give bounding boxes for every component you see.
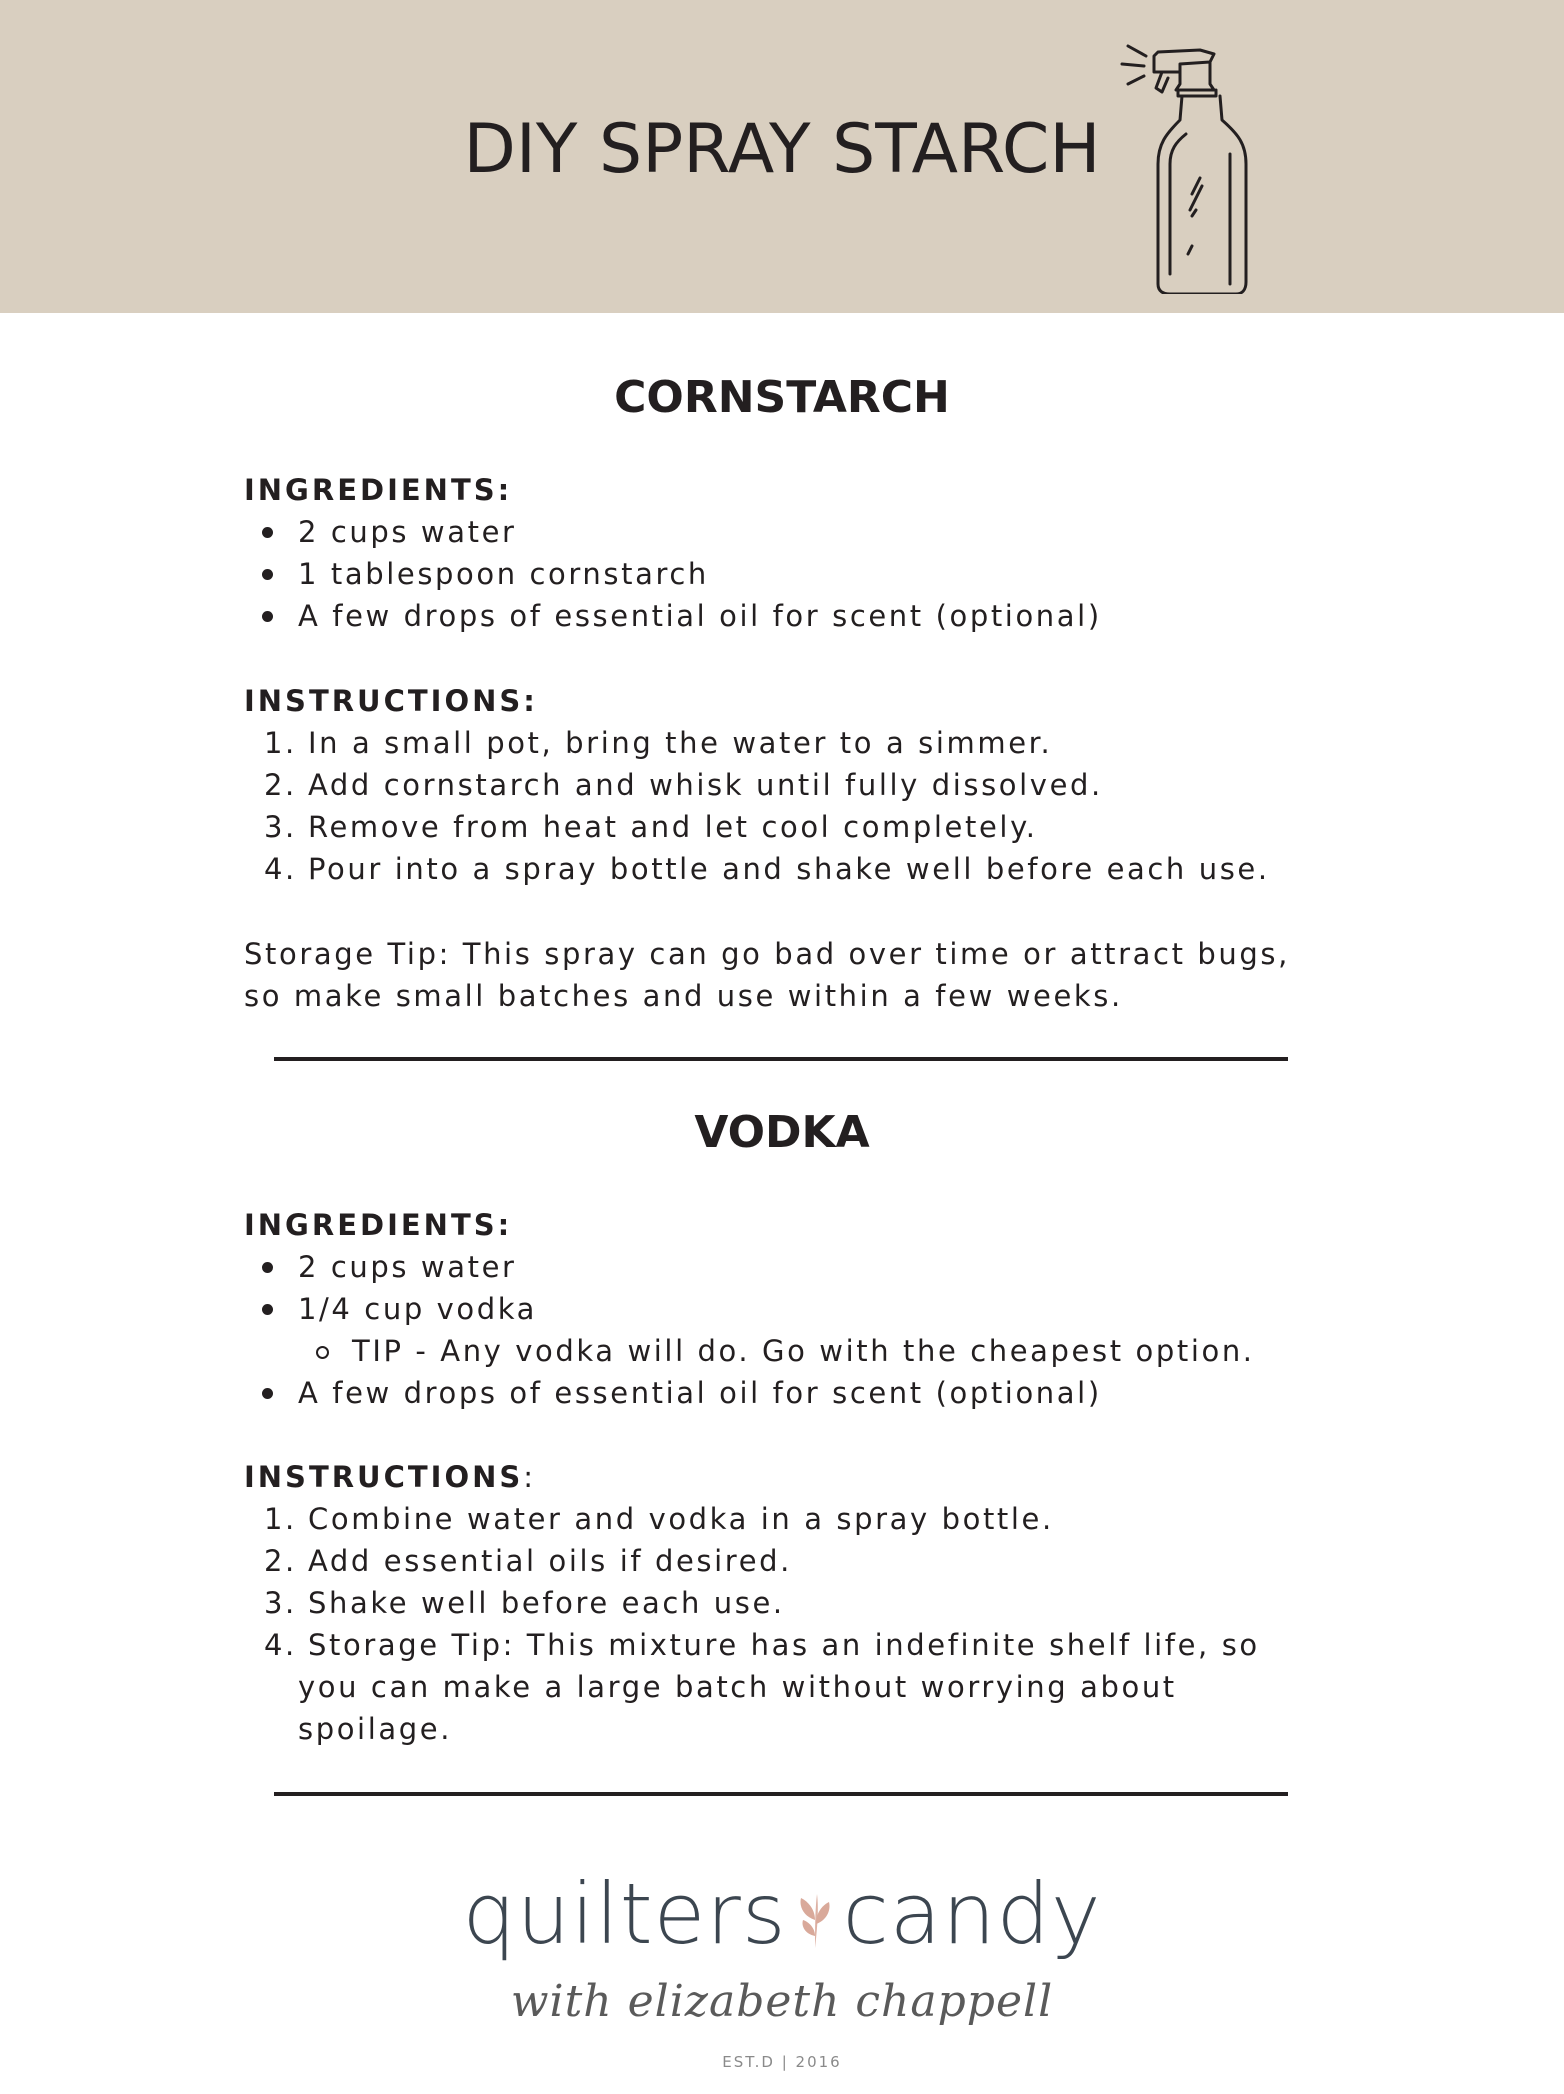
- vodka-ingredients-label: INGREDIENTS:: [244, 1208, 513, 1242]
- list-item: 2 cups water: [244, 1246, 1255, 1288]
- bullet-icon: [262, 569, 273, 580]
- bullet-icon: [262, 527, 273, 538]
- divider: [274, 1792, 1288, 1796]
- list-item: A few drops of essential oil for scent (optional): [244, 595, 1102, 637]
- list-item: TIP - Any vodka will do. Go with the cheapest option.: [244, 1330, 1255, 1372]
- brand-tagline: with elizabeth chappell: [510, 1976, 1054, 2027]
- vodka-instructions-list: [244, 1498, 1260, 1750]
- cornstarch-storage-tip: Storage Tip: This spray can go bad over time or attract bugs, so make small batches and use within a few weeks.: [244, 937, 1290, 1013]
- brand-established: EST.D | 2016: [722, 2053, 842, 2071]
- cornstarch-ingredients-list: [244, 511, 1102, 637]
- list-item: 1. Combine water and vodka in a spray bottle.: [264, 1502, 1054, 1536]
- list-item: 1 tablespoon cornstarch: [244, 553, 1102, 595]
- list-item: A few drops of essential oil for scent (optional): [244, 1372, 1255, 1414]
- list-item: 3. Shake well before each use.: [264, 1586, 785, 1620]
- list-item: 4. Pour into a spray bottle and shake well before each use.: [264, 852, 1270, 886]
- cornstarch-title: CORNSTARCH: [614, 372, 950, 423]
- spray-bottle-icon: [1118, 34, 1278, 294]
- divider: [274, 1057, 1288, 1061]
- list-item: 3. Remove from heat and let cool completely.: [264, 810, 1038, 844]
- list-item: 2 cups water: [244, 511, 1102, 553]
- brand-logo: quilters candy: [462, 1865, 1102, 1963]
- header-banner: [0, 0, 1564, 313]
- list-item: 1/4 cup vodka: [244, 1288, 1255, 1330]
- bullet-icon: [262, 1388, 273, 1399]
- list-item: 4. Storage Tip: This mixture has an indefinite shelf life, so you can make a large batch without worrying about spoilage.: [264, 1628, 1260, 1746]
- cornstarch-instructions-list: [244, 722, 1270, 890]
- bullet-icon: [262, 1304, 273, 1315]
- page-title: DIY SPRAY STARCH: [463, 110, 1101, 189]
- list-item: 2. Add cornstarch and whisk until fully dissolved.: [264, 768, 1103, 802]
- cornstarch-instructions-label: INSTRUCTIONS:: [244, 684, 538, 718]
- leaf-icon: [795, 1890, 835, 1950]
- bullet-icon: [262, 611, 273, 622]
- cornstarch-ingredients-label: INGREDIENTS:: [244, 473, 513, 507]
- list-item: 1. In a small pot, bring the water to a simmer.: [264, 726, 1053, 760]
- bullet-icon: [262, 1262, 273, 1273]
- vodka-instructions-label: INSTRUCTIONS:: [244, 1460, 537, 1494]
- vodka-title: VODKA: [694, 1107, 870, 1158]
- list-item: 2. Add essential oils if desired.: [264, 1544, 792, 1578]
- hollow-bullet-icon: [316, 1346, 329, 1359]
- vodka-ingredients-list: [244, 1246, 1255, 1414]
